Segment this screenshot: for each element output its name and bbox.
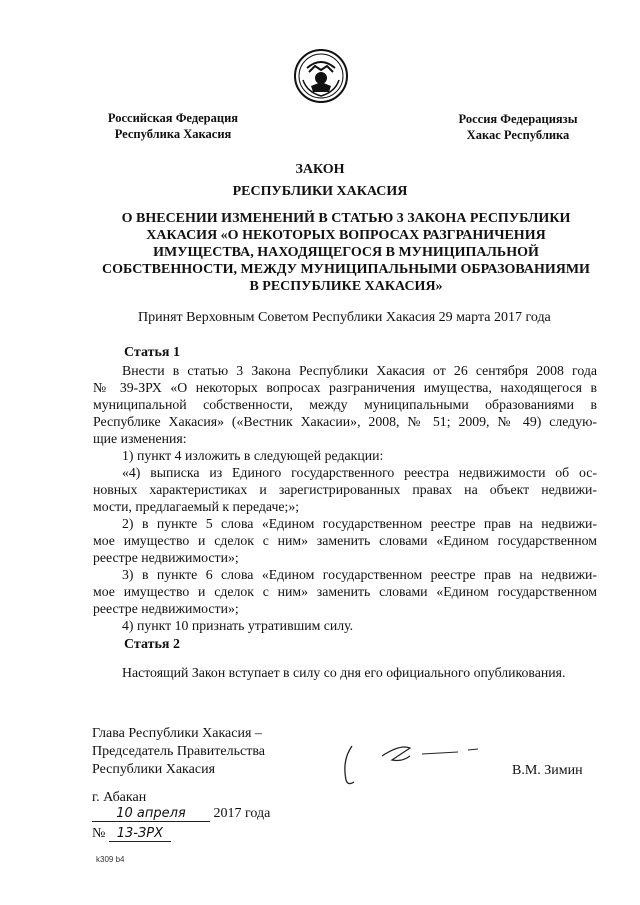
article-2-heading: Статья 2 bbox=[124, 637, 180, 652]
header-right-line: Хакас Республика bbox=[466, 128, 570, 142]
signer-title-line: Глава Республики Хакасия – bbox=[92, 726, 262, 741]
handwritten-number: 13-ЗРХ bbox=[109, 827, 171, 842]
article-1-line: мости, предлагаемый к передаче;»; bbox=[93, 499, 300, 514]
article-1-line: 2) в пункте 5 слова «Едином государственном реестре прав на недвижи- bbox=[122, 516, 597, 531]
article-1-line: мое имущество и сделок с ним» заменить словами «Едином государственном bbox=[93, 584, 597, 599]
signer-title-line: Председатель Правительства bbox=[92, 744, 265, 759]
law-title-line: ХАКАСИЯ «О НЕКОТОРЫХ ВОПРОСАХ РАЗГРАНИЧЕНИЯ bbox=[146, 228, 546, 243]
law-title-line: В РЕСПУБЛИКЕ ХАКАСИЯ» bbox=[249, 279, 443, 294]
header-right-khakas bbox=[438, 111, 598, 143]
law-title-line: О ВНЕСЕНИИ ИЗМЕНЕНИЙ В СТАТЬЮ 3 ЗАКОНА РЕСПУБЛИКИ bbox=[121, 211, 571, 226]
article-1-line: Республике Хакасия» («Вестник Хакасии», 2008, № 51; 2009, № 49) следую- bbox=[93, 414, 597, 429]
law-number bbox=[92, 826, 171, 842]
article-1-line: мое имущество и сделок с ним» заменить словами «Едином государственном bbox=[93, 533, 597, 548]
article-1-line: муниципальной собственности, между муниципальными образованиями в bbox=[93, 397, 597, 412]
document-code: k309 b4 bbox=[96, 855, 125, 864]
header-left-russian bbox=[88, 110, 258, 142]
law-title-line: ИМУЩЕСТВА, НАХОДЯЩЕГОСЯ В МУНИЦИПАЛЬНОЙ bbox=[153, 245, 539, 260]
article-1-line: реестре недвижимости»; bbox=[93, 550, 239, 565]
signing-date bbox=[92, 806, 270, 822]
number-sign: № bbox=[92, 826, 106, 841]
article-2-text: Настоящий Закон вступает в силу со дня его официального опубликования. bbox=[122, 665, 566, 680]
article-1-line: реестре недвижимости»; bbox=[93, 601, 239, 616]
article-1-line: 4) пункт 10 признать утратившим силу. bbox=[122, 618, 354, 633]
article-1-heading: Статья 1 bbox=[124, 345, 180, 360]
document-issuer: РЕСПУБЛИКИ ХАКАСИЯ bbox=[232, 184, 408, 199]
law-title-line: СОБСТВЕННОСТИ, МЕЖДУ МУНИЦИПАЛЬНЫМИ ОБРАЗОВАНИЯМИ bbox=[102, 262, 590, 277]
adoption-note: Принят Верховным Советом Республики Хакасия 29 марта 2017 года bbox=[138, 310, 551, 325]
article-1-line: Внести в статью 3 Закона Республики Хакасия от 26 сентября 2008 года bbox=[122, 363, 597, 378]
document-type: ЗАКОН bbox=[295, 162, 345, 177]
header-left-line: Российская Федерация bbox=[107, 111, 239, 125]
signer-title bbox=[92, 725, 265, 779]
coat-of-arms-emblem bbox=[293, 48, 349, 104]
article-1-line: новных характеристиках и зарегистрированных правах на объект недвижи- bbox=[93, 482, 597, 497]
article-1-line: 3) в пункте 6 слова «Едином государственном реестре прав на недвижи- bbox=[122, 567, 597, 582]
article-1-line: щие изменения: bbox=[93, 431, 187, 446]
signer-title-line: Республики Хакасия bbox=[92, 762, 216, 777]
signing-year: 2017 года bbox=[213, 806, 271, 821]
signer-name: В.М. Зимин bbox=[512, 763, 583, 778]
header-right-line: Россия Федерациязы bbox=[458, 112, 578, 126]
law-title bbox=[86, 210, 606, 295]
article-1-line: 1) пункт 4 изложить в следующей редакции: bbox=[122, 448, 384, 463]
handwritten-signature bbox=[340, 740, 500, 790]
header-left-line: Республика Хакасия bbox=[114, 127, 232, 141]
article-1-line: «4) выписка из Единого государственного реестра недвижимости об ос- bbox=[122, 465, 597, 480]
article-1-line: № 39-ЗРХ «О некоторых вопросах разграничения имущества, находящегося в bbox=[93, 380, 597, 395]
handwritten-date: 10 апреля bbox=[92, 807, 210, 822]
signing-city: г. Абакан bbox=[92, 790, 147, 805]
